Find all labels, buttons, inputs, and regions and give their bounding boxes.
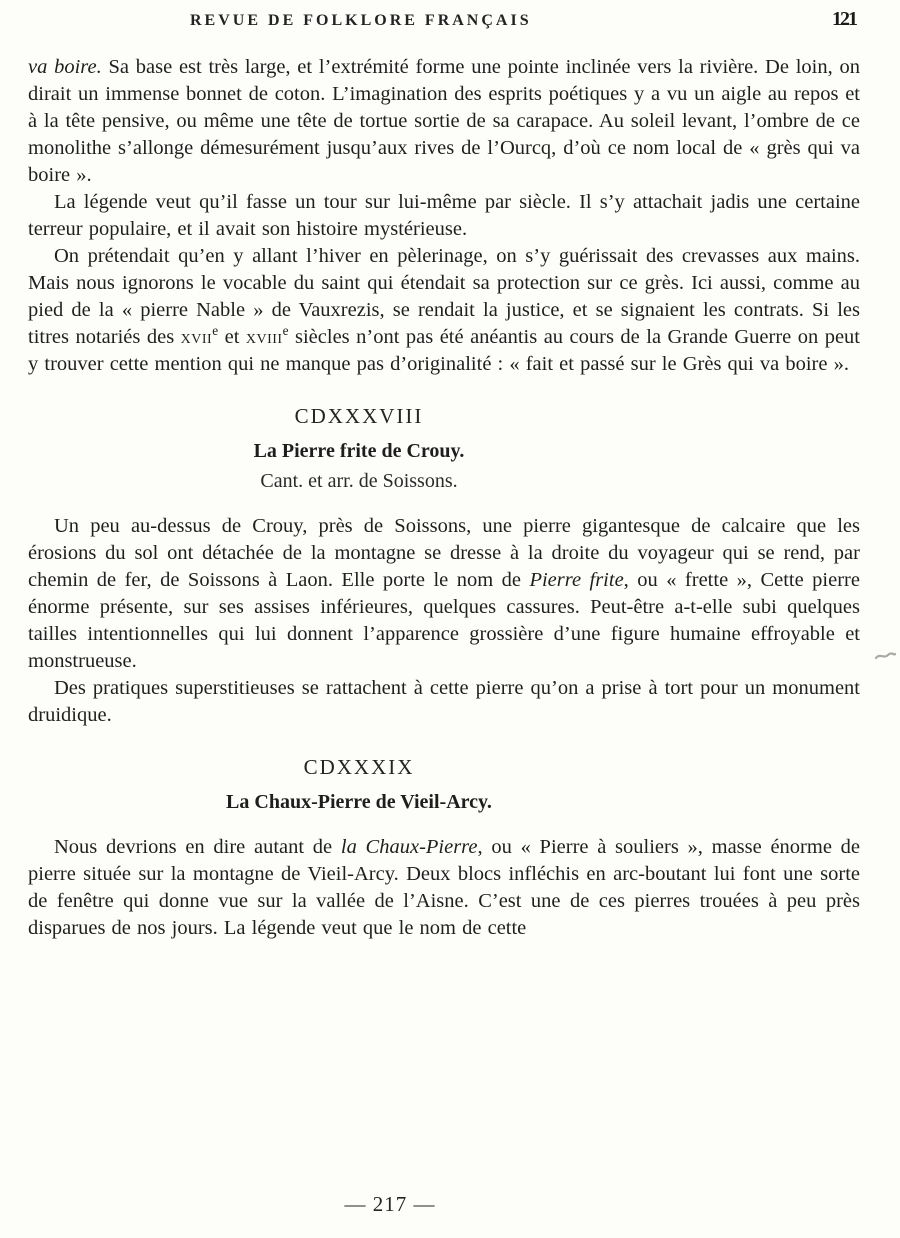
- text-segment: e: [282, 323, 289, 339]
- spacer: [28, 493, 860, 513]
- text-segment: Sa base est très large, et l’extrémité forme une pointe inclinée vers la rivière. De loin, on dirait un immense bonnet de coton. L’imagination des esprits poétiques y a vu un aigle au repos et à la tête pensive, ou même une tête de tortue sortie de sa carapace. Au soleil levant, l’ombre de ce monolithe s’allonge démesurément jusqu’aux rives de l’Ourcq, d’où ce nom local de « grès qui va boire ».: [28, 56, 860, 186]
- text-segment: , ou « frette », Cette pierre énorme présente, sur ses assises inférieures, quelques cassures. Peut-être a-t-elle subi quelques tailles intentionnelles qui lui donnent l’apparence grossière d’une figure humaine effroyable et monstrueuse.: [28, 569, 860, 672]
- paragraph: [28, 54, 860, 189]
- text-segment: , ou « Pierre à souliers », masse énorme de pierre située sur la montagne de Vieil-Arcy. Deux blocs infléchis en arc-boutant lui font une sorte de fenêtre qui donne vue sur la vallée de l’Aisne. C’est une de ces pierres trouées à peu près disparues de nos jours. La légende veut que le nom de cette: [28, 836, 860, 939]
- text-segment: et: [218, 326, 246, 348]
- text-segment: Nous devrions en dire autant de: [54, 836, 341, 858]
- text-segment: On prétendait qu’en y allant l’hiver en pèlerinage, on s’y guérissait des crevasses aux mains. Mais nous ignorons le vocable du saint qui étendait sa protection sur ce grès. Ici aussi, comme au pied de la « pierre Nable » de Vauxrezis, se rendait la justice, et se signaient les contrats. Si les titres notariés des: [28, 245, 860, 348]
- page-body: [28, 54, 860, 942]
- text-segment: va boire.: [28, 56, 102, 78]
- ink-smudge-icon: [874, 650, 896, 662]
- text-segment: La légende veut qu’il fasse un tour sur lui-même par siècle. Il s’y attachait jadis une certaine terreur populaire, et il avait son histoire mystérieuse.: [28, 191, 860, 240]
- text-segment: xviii: [245, 326, 283, 348]
- paragraph: [28, 834, 860, 942]
- journal-title: REVUE DE FOLKLORE FRANÇAIS: [190, 12, 532, 29]
- paragraph: [28, 675, 860, 729]
- section-number-heading: CDXXXVIII: [294, 404, 424, 428]
- spacer: [28, 814, 860, 834]
- page-number: 121: [832, 8, 856, 30]
- paragraph: [28, 189, 860, 243]
- text-segment: siècles n’ont pas été anéantis au cours de la Grande Guerre on peut y trouver cette mention qui ne manque pas d’originalité : « fait et passé sur le Grès qui va boire ».: [28, 326, 860, 375]
- text-segment: Un peu au-dessus de Crouy, près de Soissons, une pierre gigantesque de calcaire que les érosions du sol ont détachée de la montagne se dresse à la droite du voyageur qui se rend, par chemin de fer, de Soissons à Laon. Elle porte le nom de: [28, 515, 860, 591]
- text-segment: Des pratiques superstitieuses se rattachent à cette pierre qu’on a prise à tort pour un monument druidique.: [28, 677, 860, 726]
- text-segment: Pierre frite: [529, 569, 624, 591]
- section-title: La Pierre frite de Crouy.: [253, 440, 465, 462]
- text-segment: e: [212, 323, 219, 339]
- footer-page-number: — 217 —: [344, 1192, 436, 1216]
- paragraph: [28, 243, 860, 378]
- paragraph: [28, 513, 860, 675]
- text-segment: la Chaux-Pierre: [340, 836, 478, 858]
- text-segment: xvii: [180, 326, 213, 348]
- section-number-heading: CDXXXIX: [303, 755, 415, 779]
- section-title: La Chaux-Pierre de Vieil-Arcy.: [226, 791, 492, 813]
- section-subtitle: Cant. et arr. de Soissons.: [260, 470, 458, 492]
- page-header: [28, 8, 860, 42]
